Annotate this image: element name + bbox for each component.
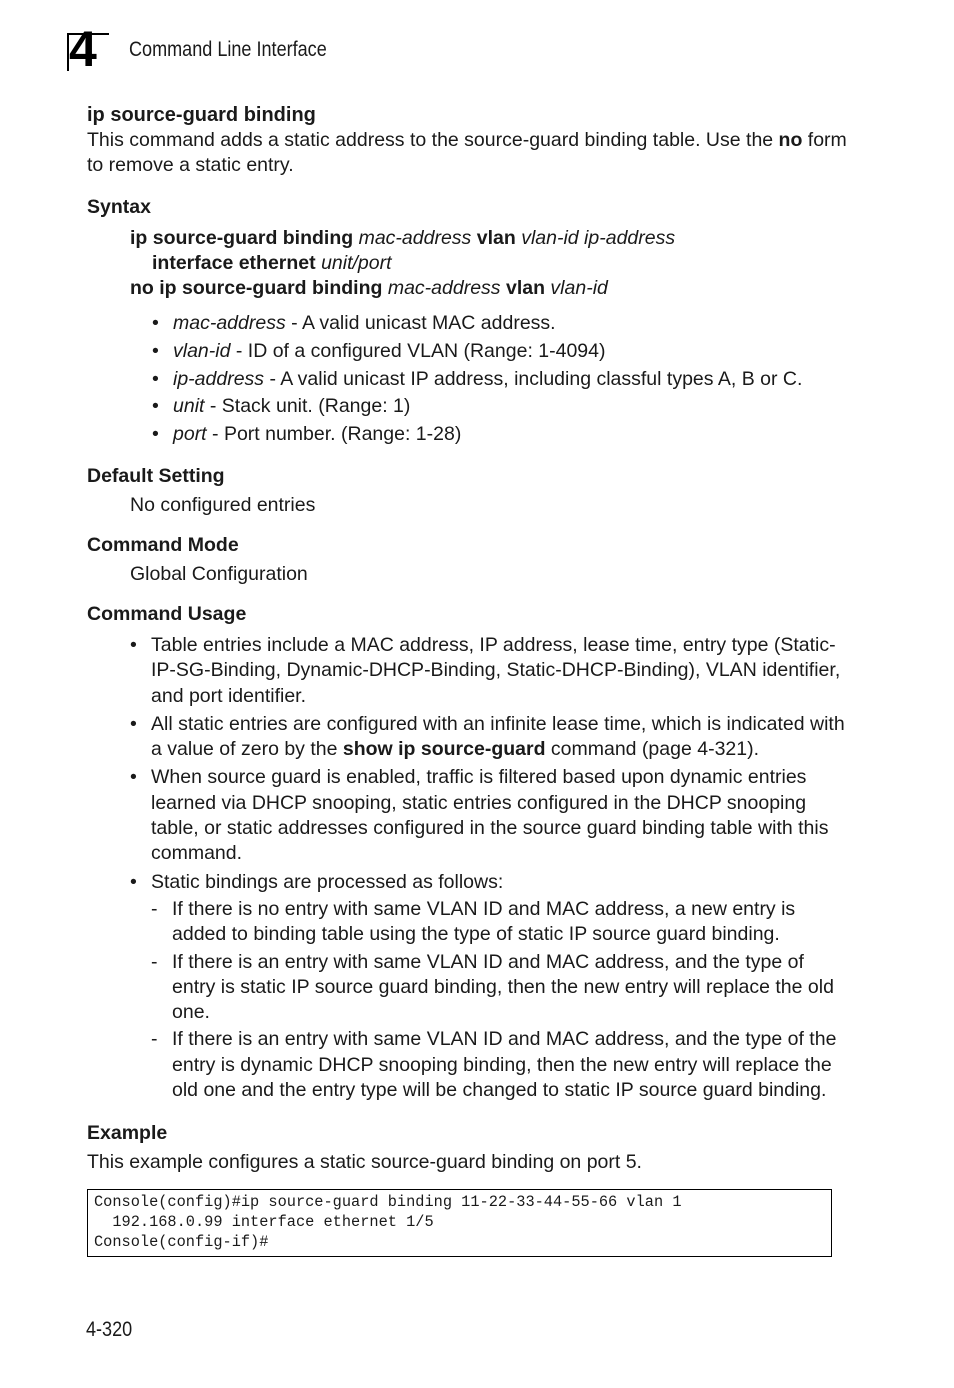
desc-text-end: form to remove a static entry.	[87, 129, 847, 176]
parameter-list	[87, 310, 847, 449]
syntax-param: mac-address	[358, 227, 472, 249]
list-item	[152, 421, 847, 449]
syntax-keyword: interface ethernet	[152, 252, 316, 274]
usage-item	[130, 870, 847, 1104]
usage-subitem: - If there is an entry with same VLAN ID and MAC address, and the type of the entry is dynamic DHCP snooping binding, then the new entry will replace the old one and the entry type will be changed to static IP source guard binding.	[151, 1027, 847, 1103]
usage-subitem: - If there is an entry with same VLAN ID and MAC address, and the type of entry is static IP source guard binding, then the new entry will replace the old one.	[151, 950, 847, 1026]
usage-text: command (page 4-321).	[545, 738, 760, 761]
list-item	[152, 393, 847, 421]
usage-item: • When source guard is enabled, traffic is filtered based upon dynamic entries learned via DHCP snooping, static entries configured in the DHCP snooping table, or static addresses configured in the source guard binding table with this command.	[130, 765, 847, 866]
usage-command-ref: show ip source-guard	[342, 738, 546, 761]
syntax-heading: Syntax	[87, 196, 151, 218]
syntax-keyword: no ip source-guard binding	[130, 277, 383, 299]
param-desc: - A valid unicast IP address, including classful types A, B or C.	[264, 367, 803, 390]
command-title: ip source-guard binding	[87, 104, 316, 126]
usage-item	[130, 712, 847, 763]
code-line: Console(config-if)#	[94, 1233, 269, 1252]
list-item	[152, 366, 847, 394]
command-mode-text: Global Configuration	[130, 562, 308, 585]
syntax-param: vlan-id	[550, 277, 608, 299]
usage-list	[87, 633, 847, 1103]
syntax-keyword: vlan	[476, 227, 516, 249]
usage-subitem: - If there is no entry with same VLAN ID and MAC address, a new entry is added to binding table using the type of static IP source guard binding.	[151, 897, 847, 948]
usage-text: All static entries are configured with an infinite lease time, which is indicated with a value of zero by the	[151, 712, 845, 761]
code-line: Console(config)#ip source-guard binding 11-22-33-44-55-66 vlan 1	[94, 1193, 682, 1212]
code-line: 192.168.0.99 interface ethernet 1/5	[94, 1213, 434, 1232]
param-desc: - Stack unit. (Range: 1)	[204, 395, 411, 418]
usage-text: Static bindings are processed as follows:	[151, 870, 504, 893]
syntax-line-3	[130, 276, 847, 301]
list-item	[152, 338, 847, 366]
param-desc: - Port number. (Range: 1-28)	[206, 423, 462, 446]
syntax-line-2	[130, 251, 847, 276]
default-setting-heading: Default Setting	[87, 464, 225, 487]
command-description	[87, 128, 847, 178]
example-text: This example configures a static source-guard binding on port 5.	[87, 1151, 642, 1174]
syntax-param: vlan-id ip-address	[521, 227, 676, 249]
syntax-keyword: ip source-guard binding	[130, 227, 354, 249]
chapter-number: 4	[69, 21, 97, 77]
param-term: vlan-id	[173, 339, 231, 362]
syntax-param: mac-address	[387, 277, 501, 299]
param-term: ip-address	[173, 367, 265, 390]
param-term: port	[173, 423, 207, 446]
page-number: 4-320	[86, 1318, 133, 1341]
syntax-block	[130, 226, 847, 301]
code-example	[87, 1189, 832, 1257]
param-term: unit	[173, 395, 205, 418]
syntax-param: unit/port	[321, 252, 392, 274]
page-content	[87, 102, 847, 1257]
syntax-line-1	[130, 226, 847, 251]
syntax-keyword: vlan	[505, 277, 545, 299]
default-setting-text: No configured entries	[130, 493, 316, 516]
desc-keyword-no: no	[778, 129, 803, 151]
usage-sublist	[151, 897, 847, 1103]
usage-item: • Table entries include a MAC address, IP address, lease time, entry type (Static-IP-SG-Binding, Dynamic-DHCP-Binding, Static-DHCP-Binding), VLAN identifier, and port identifier.	[130, 633, 847, 709]
param-desc: - ID of a configured VLAN (Range: 1-4094)	[230, 339, 606, 362]
running-head: Command Line Interface	[129, 38, 327, 61]
desc-text: This command adds a static address to the source-guard binding table. Use the	[87, 129, 779, 151]
example-heading: Example	[87, 1122, 168, 1145]
command-usage-heading: Command Usage	[87, 602, 247, 625]
param-term: mac-address	[173, 312, 286, 334]
command-mode-heading: Command Mode	[87, 533, 239, 556]
list-item	[152, 310, 847, 338]
param-desc: - A valid unicast MAC address.	[285, 312, 556, 334]
